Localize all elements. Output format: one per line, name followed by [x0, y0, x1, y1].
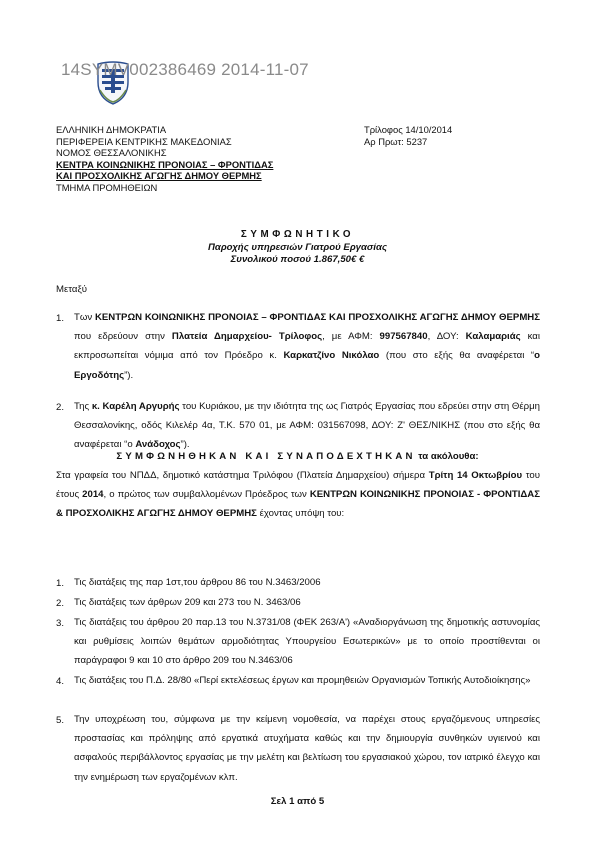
consideration-number: 5. — [56, 715, 65, 726]
text-run: και εκπροσωπείται νόμιμα από τον Πρόεδρο κ. — [74, 331, 540, 362]
party2-number: 2. — [56, 402, 65, 413]
party2-paragraph — [74, 397, 540, 455]
consideration-number: 2. — [56, 598, 65, 609]
place-date: Τρίλοφος 14/10/2014 — [364, 124, 453, 135]
party1-paragraph — [74, 308, 540, 385]
text-run: Των — [74, 312, 95, 323]
header-organization-line1: ΚΕΝΤΡΑ ΚΟΙΝΩΝΙΚΗΣ ΠΡΟΝΟΙΑΣ – ΦΡΟΝΤΙΔΑΣ — [56, 158, 274, 170]
agreement-heading-rest: τα ακόλουθα: — [415, 451, 479, 462]
header-department: ΤΜΗΜΑ ΠΡΟΜΗΘΕΙΩΝ — [56, 181, 158, 193]
document-title-block — [0, 229, 595, 267]
text-run: Της — [74, 401, 92, 412]
text-run: του Κυριάκου, με την ιδιότητα της ως Γιατρός Εργασίας που εδρεύει στην στη Θέρμη Θεσσαλονίκης, οδός Κιλελέρ 4α, Τ.Κ. 570 01, με ΑΦΜ: 031567098, ΔΟΥ: Ζ' ΘΕΣ/ΝΙΚΗΣ (που στο εξής θα αναφέρεται “ο — [74, 401, 540, 451]
between-label: Μεταξύ — [56, 284, 88, 295]
organization-name: ΚΕΝΤΡΩΝ ΚΟΙΝΩΝΙΚΗΣ ΠΡΟΝΟΙΑΣ – ΦΡΟΝΤΙΔΑΣ ΚΑΙ ΠΡΟΣΧΟΛΙΚΗΣ ΑΓΩΓΗΣ ΔΗΜΟΥ ΘΕΡΜΗΣ — [94, 312, 540, 323]
text-run: έχοντας υπόψη του: — [256, 508, 345, 520]
consideration-item: Τις διατάξεις των άρθρων 209 και 273 του Ν. 3463/06 — [74, 597, 301, 608]
text-run: που εδρεύουν στην — [74, 331, 172, 343]
tax-office: Καλαμαριάς — [465, 331, 521, 343]
consideration-item: Τις διατάξεις της παρ 1στ,του άρθρου 86 του Ν.3463/2006 — [74, 577, 321, 588]
party-role: Ανάδοχος — [135, 439, 181, 451]
page-number-footer: Σελ 1 από 5 — [270, 796, 325, 807]
party1-number: 1. — [56, 313, 65, 324]
signing-year: 2014 — [82, 489, 104, 501]
consideration-number: 3. — [56, 618, 65, 629]
document-title: ΣΥΜΦΩΝΗΤΙΚΟ — [240, 229, 355, 240]
contract-amount: Συνολικού ποσού 1.867,50€ € — [230, 254, 365, 265]
document-subtitle: Παροχής υπηρεσιών Γιατρού Εργασίας — [207, 241, 387, 253]
date-protocol-block — [364, 124, 452, 147]
text-run: (που στο εξής θα αναφέρεται “ — [379, 350, 535, 362]
text-run: Στα γραφεία του ΝΠΔΔ, δημοτικό κατάστημα Τριλόφου (Πλατεία Δημαρχείου) σήμερα — [56, 470, 429, 481]
agreement-heading — [0, 451, 595, 462]
header-region: ΠΕΡΙΦΕΡΕΙΑ ΚΕΝΤΡΙΚΗΣ ΜΑΚΕΔΟΝΙΑΣ — [56, 135, 232, 147]
issuer-header — [56, 124, 273, 194]
text-run: ”). — [124, 369, 134, 381]
text-run: , ΔΟΥ: — [427, 331, 466, 343]
text-run: , με ΑΦΜ: — [322, 331, 380, 343]
intro-paragraph — [56, 466, 540, 524]
header-country: ΕΛΛΗΝΙΚΗ ΔΗΜΟΚΡΑΤΙΑ — [56, 124, 167, 135]
consideration-number: 1. — [56, 578, 65, 589]
contractor-name: κ. Καρέλη Αργυρής — [91, 401, 180, 412]
header-organization-line2: ΚΑΙ ΠΡΟΣΧΟΛΙΚΗΣ ΑΓΩΓΗΣ ΔΗΜΟΥ ΘΕΡΜΗΣ — [56, 170, 262, 182]
text-run: του έτους — [56, 470, 541, 501]
header-prefecture: ΝΟΜΟΣ ΘΕΣΣΑΛΟΝΙΚΗΣ — [56, 147, 167, 159]
consideration-number: 4. — [56, 676, 65, 687]
consideration-item: Τις διατάξεις του Π.Δ. 28/80 «Περί εκτελέσεως έργων και προμηθειών Οργανισμών Τοπικής Αυτοδιοίκησης» — [74, 675, 531, 686]
party-role: ο Εργοδότης — [74, 350, 540, 381]
organization-address: Πλατεία Δημαρχείου- Τρίλοφος — [171, 331, 323, 343]
representative-name: Καρκατζίνο Νικόλαο — [283, 350, 380, 362]
consideration-item: Τις διατάξεις του άρθρου 20 παρ.13 του Ν.3731/08 (ΦΕΚ 263/Α') «Αναδιοργάνωση της δημοτικής αστυνομίας και ρυθμίσεις λοιπών θεμάτων αρμοδιότητας Υπουργείου Εσωτερικών» με το οποίο προστίθενται οι παράγραφοι 9 και 10 στο άρθρο 209 του Ν.3463/06 — [74, 617, 540, 667]
signing-date: Τρίτη 14 Οκτωβρίου — [428, 470, 523, 481]
protocol-number: Αρ Πρωτ: 5237 — [364, 135, 428, 147]
agreement-heading-spaced: ΣΥΜΦΩΝΗΘΗΚΑΝ ΚΑΙ ΣΥΝΑΠΟΔΕΧΤΗΚΑΝ — [116, 451, 416, 462]
text-run: ”). — [180, 439, 190, 451]
document-watermark-id: 14SYMV002386469 2014-11-07 — [61, 60, 309, 79]
organization-name: ΚΕΝΤΡΩΝ ΚΟΙΝΩΝΙΚΗΣ ΠΡΟΝΟΙΑΣ - ΦΡΟΝΤΙΔΑΣ & ΠΡΟΣΧΟΛΙΚΗΣ ΑΓΩΓΗΣ ΔΗΜΟΥ ΘΕΡΜΗΣ — [56, 489, 540, 520]
consideration-item: Την υποχρέωση του, σύμφωνα με την κείμενη νομοθεσία, να παρέχει στους εργαζόμενους υπηρεσίες προστασίας και πρόληψης από εργατικά ατυχήματα καθώς και την δημιουργία συνθηκών υγιεινού και ασφαλούς περιβάλλοντος εργασίας με την μελέτη και βελτίωση του εργασιακού χώρου, τον ιατρικό έλεγχο και την ενημέρωση των εργαζομένων κλπ. — [74, 714, 540, 783]
text-run: , ο πρώτος των συμβαλλομένων Πρόεδρος των — [103, 489, 310, 501]
tax-id: 997567840 — [379, 331, 428, 343]
